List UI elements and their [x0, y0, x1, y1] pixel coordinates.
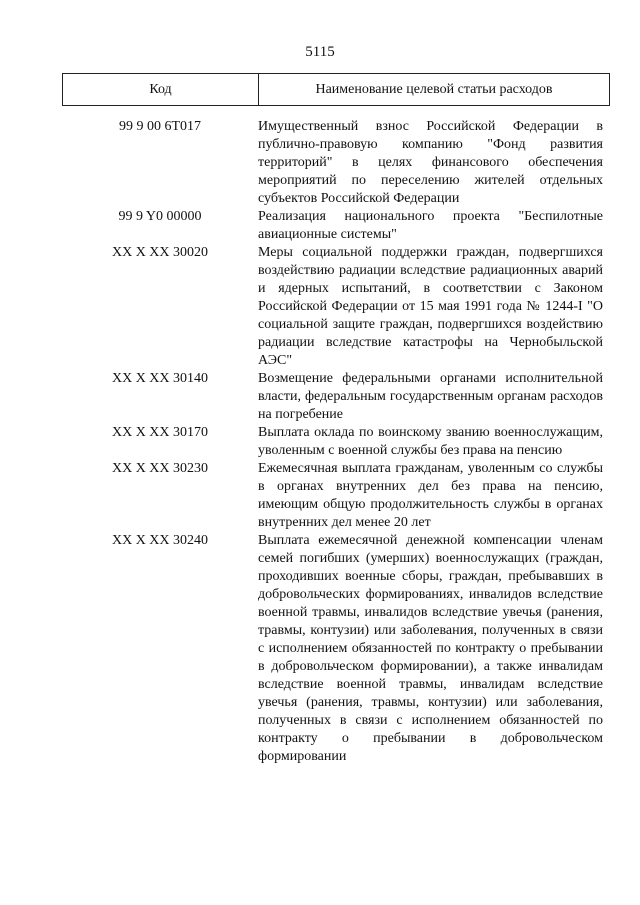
- row-name: Выплата оклада по воинскому званию военнослужащим, уволенным с военной службы без права на пенсию: [258, 425, 603, 458]
- row-code: XX X XX 30020: [111, 245, 209, 260]
- table-row: [62, 460, 610, 532]
- row-code: 99 9 00 6Т017: [118, 119, 202, 134]
- row-code: XX X XX 30230: [111, 461, 209, 476]
- row-code: XX X XX 30170: [111, 425, 209, 440]
- row-code: XX X XX 30140: [111, 371, 209, 386]
- row-code: XX X XX 30240: [111, 533, 209, 548]
- table-row: [62, 208, 610, 244]
- table-row: [62, 244, 610, 370]
- row-name: Реализация национального проекта "Беспилотные авиационные системы": [258, 209, 603, 242]
- table-row: [62, 118, 610, 208]
- header-name-column: Наименование целевой статьи расходов: [315, 81, 553, 97]
- row-name: Возмещение федеральными органами исполнительной власти, федеральным государственным органам расходов на погребение: [258, 371, 603, 422]
- row-name: Ежемесячная выплата гражданам, уволенным со службы в органах внутренних дел без права на пенсию, имеющим общую продолжительность службы в органах внутренних дел менее 20 лет: [258, 461, 603, 530]
- table-header: [62, 73, 610, 106]
- header-code-column: Код: [63, 74, 259, 105]
- table-row: [62, 532, 610, 766]
- table-body: [62, 118, 610, 766]
- table-row: [62, 424, 610, 460]
- row-name: Меры социальной поддержки граждан, подвергшихся воздействию радиации вследствие радиационных аварий и ядерных испытаний, в соответствии с Законом Российской Федерации от 15 мая 1991 года № 1244-I "О социальной защите граждан, подвергшихся воздействию радиации вследствие катастрофы на Чернобыльской АЭС": [258, 245, 603, 368]
- table-row: [62, 370, 610, 424]
- row-code: 99 9 Y0 00000: [118, 209, 202, 224]
- page-number: 5115: [305, 44, 335, 60]
- row-name: Выплата ежемесячной денежной компенсации членам семей погибших (умерших) военнослужащих (граждан, проходивших военные сборы, граждан, пребывавших в добровольческих формированиях, инвалидов вследствие военной травмы, инвалидов вследствие увечья (ранения, травмы, контузии) или заболевания, полученных в связи с исполнением обязанностей по контракту о пребывании в добровольческом формировании), а также инвалидам вследствие военной травмы, инвалидам вследствие увечья (ранения, травмы, контузии) или заболевания, полученных в связи с исполнением обязанностей по контракту о пребывании в добровольческом формировании: [258, 533, 603, 764]
- row-name: Имущественный взнос Российской Федерации в публично-правовую компанию "Фонд развития территорий" в целях финансового обеспечения мероприятий по переселению жителей отдельных субъектов Российской Федерации: [258, 119, 603, 206]
